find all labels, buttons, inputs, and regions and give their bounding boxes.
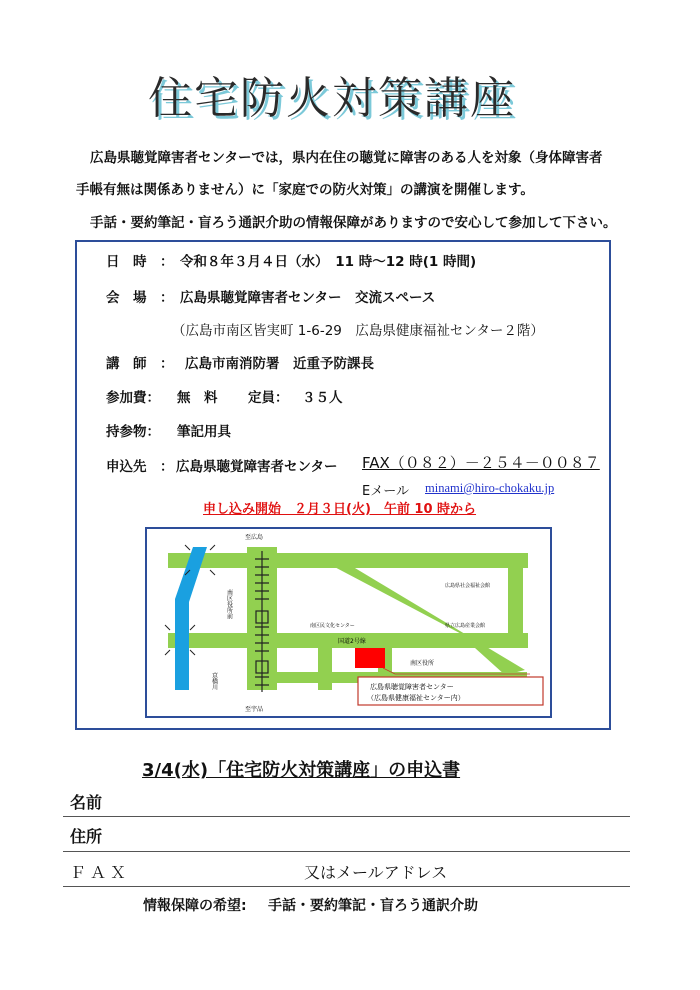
access-map <box>145 527 552 718</box>
venue-label: 会 場 ： <box>106 290 174 306</box>
map-label: 京橋川 <box>210 672 218 690</box>
venue: 広島県聴覚障害者センター 交流スペース <box>180 290 436 306</box>
bring: 筆記用具 <box>177 424 231 440</box>
address-label: 住所 <box>70 827 103 846</box>
map-label: 南区役所前 <box>225 589 233 619</box>
application-start: 申し込み開始 ２月３日(火) 午前 10 時から <box>203 502 477 517</box>
map-label: 広島県聴覚障害者センター <box>370 683 454 691</box>
fee: 無 料 <box>177 390 218 406</box>
venue-address: （広島市南区皆実町 1-6-29 広島県健康福祉センター２階） <box>172 323 544 339</box>
map-label: 至広島 <box>245 534 264 541</box>
lecturer-label: 講 師 ： <box>106 356 174 372</box>
name-field-line[interactable] <box>63 816 630 817</box>
intro-line: 手帳有無は関係ありません）に「家庭での防火対策」の講演を開催します。 <box>76 182 534 198</box>
fee-label: 参加費： <box>106 390 160 406</box>
map-label: 国道2号線 <box>338 638 366 645</box>
map-label: 広島県社会福祉会館 <box>445 583 491 589</box>
email-label: Eメール <box>362 484 409 499</box>
fax-label: ＦＡＸ <box>70 863 131 882</box>
map-label: （広島県健康福祉センター内） <box>367 694 465 702</box>
support-label: 情報保障の希望: <box>143 898 247 914</box>
email-link[interactable]: minami@hiro-chokaku.jp <box>425 481 555 495</box>
page-title: 住宅防火対策講座 <box>148 73 516 124</box>
map-label: 南区役所 <box>410 660 435 667</box>
fax-number: FAX（０８２）－２５４－００８７ <box>362 454 600 472</box>
map-label: 南区民文化センター <box>310 623 355 629</box>
fax-field-line[interactable] <box>63 886 630 887</box>
datetime: 令和８年３月４日（水） 11 時～12 時(1 時間) <box>180 254 477 270</box>
support-options: 手話・要約筆記・盲ろう通訳介助 <box>268 898 478 914</box>
name-label: 名前 <box>70 793 103 812</box>
bring-label: 持参物： <box>106 424 160 440</box>
intro-line: 手話・要約筆記・盲ろう通訳介助の情報保障がありますので安心して参加して下さい。 <box>90 215 617 231</box>
venue-marker <box>355 648 385 668</box>
or-email-label: 又はメールアドレス <box>304 863 448 882</box>
address-field-line[interactable] <box>63 851 630 852</box>
form-title: 3/4(水)「住宅防火対策講座」の申込書 <box>142 760 461 781</box>
datetime-label: 日 時 ： <box>106 254 174 270</box>
apply-to: 広島県聴覚障害者センター <box>176 459 338 475</box>
apply-label: 申込先 ： <box>106 459 174 475</box>
capacity-label: 定員： <box>248 390 289 406</box>
lecturer: 広島市南消防署 近重予防課長 <box>185 356 374 372</box>
capacity: ３５人 <box>302 390 343 406</box>
intro-line: 広島県聴覚障害者センターでは，県内在住の聴覚に障害のある人を対象（身体障害者 <box>90 150 603 166</box>
map-label: 県立広島産業会館 <box>445 623 486 629</box>
map-label: 至宇品 <box>245 706 264 713</box>
